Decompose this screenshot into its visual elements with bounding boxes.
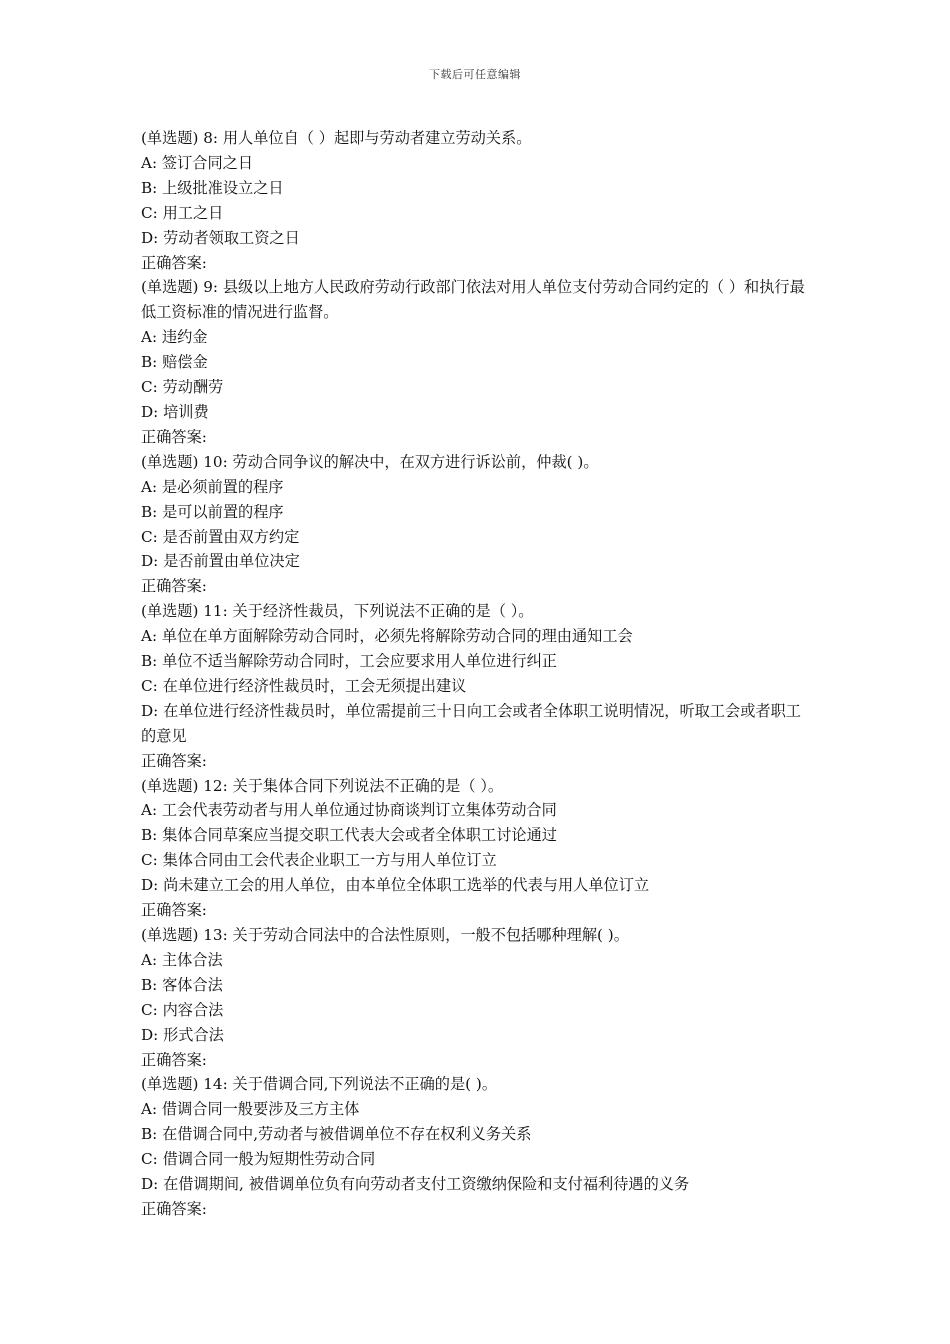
option-a: A: 违约金	[141, 328, 208, 347]
option-a: A: 是必须前置的程序	[141, 477, 284, 496]
option-d: D: 形式合法	[141, 1025, 224, 1044]
option-d: D: 在单位进行经济性裁员时，单位需提前三十日向工会或者全体职工说明情况，听取工会或者职工的意见	[141, 701, 801, 745]
option-d: D: 是否前置由单位决定	[141, 552, 300, 571]
page-header: 下载后可任意编辑	[429, 68, 521, 81]
question-stem: (单选题) 13: 关于劳动合同法中的合法性原则，一般不包括哪种理解( )。	[141, 926, 629, 944]
question-list	[141, 126, 816, 1222]
question-block	[141, 275, 816, 449]
option-c: C: 用工之日	[141, 203, 224, 222]
question-block	[141, 1072, 816, 1221]
question-stem: (单选题) 11: 关于经济性裁员，下列说法不正确的是（ ）。	[141, 602, 534, 621]
option-b: B: 上级批准设立之日	[141, 178, 284, 197]
option-a: A: 签订合同之日	[141, 153, 254, 172]
option-b: B: 是可以前置的程序	[141, 502, 284, 521]
option-b: B: 在借调合同中,劳动者与被借调单位不存在权利义务关系	[141, 1125, 532, 1144]
question-block	[141, 774, 816, 923]
question-stem: (单选题) 8: 用人单位自（ ）起即与劳动者建立劳动关系。	[141, 129, 532, 147]
answer-label: 正确答案:	[141, 577, 207, 596]
answer-label: 正确答案:	[141, 1199, 207, 1218]
option-c: C: 是否前置由双方约定	[141, 527, 300, 546]
option-d: D: 尚未建立工会的用人单位，由本单位全体职工选举的代表与用人单位订立	[141, 876, 650, 895]
option-b: B: 单位不适当解除劳动合同时，工会应要求用人单位进行纠正	[141, 652, 557, 671]
option-b: B: 集体合同草案应当提交职工代表大会或者全体职工讨论通过	[141, 826, 557, 845]
question-stem: (单选题) 12: 关于集体合同下列说法不正确的是（ ）。	[141, 776, 504, 795]
option-a: A: 工会代表劳动者与用人单位通过协商谈判订立集体劳动合同	[141, 801, 557, 820]
option-c: C: 内容合法	[141, 1000, 224, 1019]
question-stem: (单选题) 10: 劳动合同争议的解决中，在双方进行诉讼前，仲裁( )。	[141, 452, 599, 471]
option-d: D: 劳动者领取工资之日	[141, 228, 300, 247]
question-block	[141, 126, 816, 275]
option-c: C: 借调合同一般为短期性劳动合同	[141, 1150, 376, 1169]
question-stem: (单选题) 14: 关于借调合同,下列说法不正确的是( )。	[141, 1075, 498, 1094]
option-c: C: 在单位进行经济性裁员时，工会无须提出建议	[141, 676, 467, 695]
option-d: D: 培训费	[141, 402, 209, 421]
question-block	[141, 923, 816, 1072]
option-d: D: 在借调期间, 被借调单位负有向劳动者支付工资缴纳保险和支付福利待遇的义务	[141, 1175, 690, 1194]
question-block	[141, 450, 816, 599]
answer-label: 正确答案:	[141, 253, 207, 272]
question-block	[141, 599, 816, 773]
option-b: B: 客体合法	[141, 975, 223, 994]
option-c: C: 劳动酬劳	[141, 378, 224, 397]
answer-label: 正确答案:	[141, 751, 207, 770]
answer-label: 正确答案:	[141, 1050, 207, 1069]
option-a: A: 主体合法	[141, 950, 223, 969]
option-c: C: 集体合同由工会代表企业职工一方与用人单位订立	[141, 851, 497, 870]
answer-label: 正确答案:	[141, 901, 207, 920]
option-a: A: 借调合同一般要涉及三方主体	[141, 1100, 360, 1119]
question-stem: (单选题) 9: 县级以上地方人民政府劳动行政部门依法对用人单位支付劳动合同约定的（ ）和执行最低工资标准的情况进行监督。	[141, 278, 805, 322]
answer-label: 正确答案:	[141, 427, 207, 446]
option-b: B: 赔偿金	[141, 353, 208, 372]
option-a: A: 单位在单方面解除劳动合同时，必须先将解除劳动合同的理由通知工会	[141, 627, 633, 646]
